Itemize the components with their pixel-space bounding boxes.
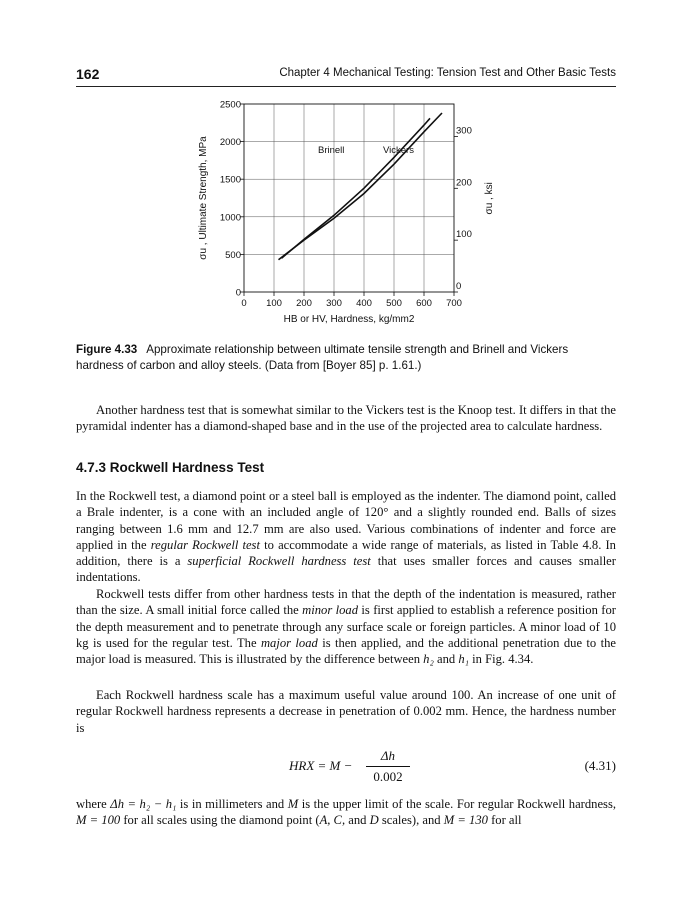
y-tick-label: 1500 xyxy=(219,174,241,186)
section-heading: 4.7.3 Rockwell Hardness Test xyxy=(76,460,265,475)
paragraph-rockwell-intro: In the Rockwell test, a diamond point or a steel ball is employed as the indenter. The diamond point, called a Brale indenter, is a cone with an included angle of 120° and a slightly rounded end. Balls of sizes ranging between 1.6 mm and 12.7 mm are also used. Various combinations of indenter and force are applied in the regular Rockwell test to accommodate a wide range of materials, as listed in Table 4.8. In addition, there is a superficial Rockwell hardness test that uses smaller forces and causes smaller indentations. xyxy=(76,489,616,585)
annotation-vickers: Vickers xyxy=(383,144,414,156)
x-tick-label: 300 xyxy=(326,298,342,309)
y-right-tick-label: 0 xyxy=(456,281,462,292)
y-axis-label-right: σu , ksi xyxy=(484,182,495,215)
equation-label: (4.31) xyxy=(584,758,616,773)
y-tick-label: 500 xyxy=(225,249,241,261)
chapter-title: Chapter 4 Mechanical Testing: Tension Test and Other Basic Tests xyxy=(279,67,616,79)
y-right-tick-label: 100 xyxy=(456,229,472,241)
x-tick-label: 200 xyxy=(296,298,312,309)
equation-lhs: HRX = M − xyxy=(289,758,353,773)
series-line-vickers xyxy=(279,113,443,260)
y-right-tick-label: 200 xyxy=(456,177,472,189)
paragraph-rockwell-scale: Each Rockwell hardness scale has a maximum useful value around 100. An increase of one unit of regular Rockwell hardness represents a decrease in penetration of 0.002 mm. Hence, the hardness number is xyxy=(76,688,616,735)
fraction-bar xyxy=(366,766,410,767)
page-number: 162 xyxy=(76,66,100,82)
y-tick-label: 0 xyxy=(235,287,241,299)
y-tick-label: 2500 xyxy=(219,99,241,111)
y-axis-label-left: σu , Ultimate Strength, MPa xyxy=(198,136,209,260)
figure-label: Figure 4.33 xyxy=(76,343,138,356)
running-head xyxy=(76,66,616,84)
annotation-brinell: Brinell xyxy=(318,144,345,156)
x-tick-label: 100 xyxy=(266,298,282,309)
equation-denominator: 0.002 xyxy=(373,769,403,784)
x-tick-label: 400 xyxy=(356,298,372,309)
y-tick-label: 1000 xyxy=(219,212,241,224)
paragraph-rockwell-depth: Rockwell tests differ from other hardness tests in that the depth of the indentation is measured, rather than the size. A small initial force called the minor load is first applied to establish a reference position for the depth measurement and to penetrate through any surface scale or foreign particles. A minor load of 10 kg is used for the regular test. The major load is then applied, and the additional penetration due to the major load is measured. This is illustrated by the difference between h₂ and h₁ in Fig. 4.34. xyxy=(76,587,616,667)
equation-4-31 xyxy=(76,748,616,790)
figure-caption-text: Approximate relationship between ultimate tensile strength and Brinell and Vickers hardness of carbon and alloy steels. (Data from [Boyer 85] p. 1.61.) xyxy=(76,343,569,372)
y-right-tick-label: 300 xyxy=(456,125,472,137)
plot-frame xyxy=(244,104,454,292)
strength-hardness-chart xyxy=(190,92,510,327)
figure-caption xyxy=(76,342,616,374)
y-tick-label: 2000 xyxy=(219,137,241,149)
equation-fraction xyxy=(366,748,410,785)
header-rule xyxy=(76,86,616,87)
x-axis-label: HB or HV, Hardness, kg/mm2 xyxy=(283,314,415,325)
x-tick-label: 600 xyxy=(416,298,432,309)
paragraph-rockwell-limits: where Δh = h₂ − h₁ is in millimeters and M is the upper limit of the scale. For regular Rockwell hardness, M = 100 for all scales using the diamond point (A, C, and D scales), and M = 130 for all xyxy=(76,797,616,828)
x-tick-label: 0 xyxy=(241,298,247,309)
x-tick-label: 500 xyxy=(386,298,402,309)
equation-numerator: Δh xyxy=(380,748,396,763)
x-tick-label: 700 xyxy=(446,298,462,309)
paragraph-knoop: Another hardness test that is somewhat similar to the Vickers test is the Knoop test. It differs in that the pyramidal indenter has a diamond-shaped base and in the use of the projected area to calculate hardness. xyxy=(76,403,616,434)
